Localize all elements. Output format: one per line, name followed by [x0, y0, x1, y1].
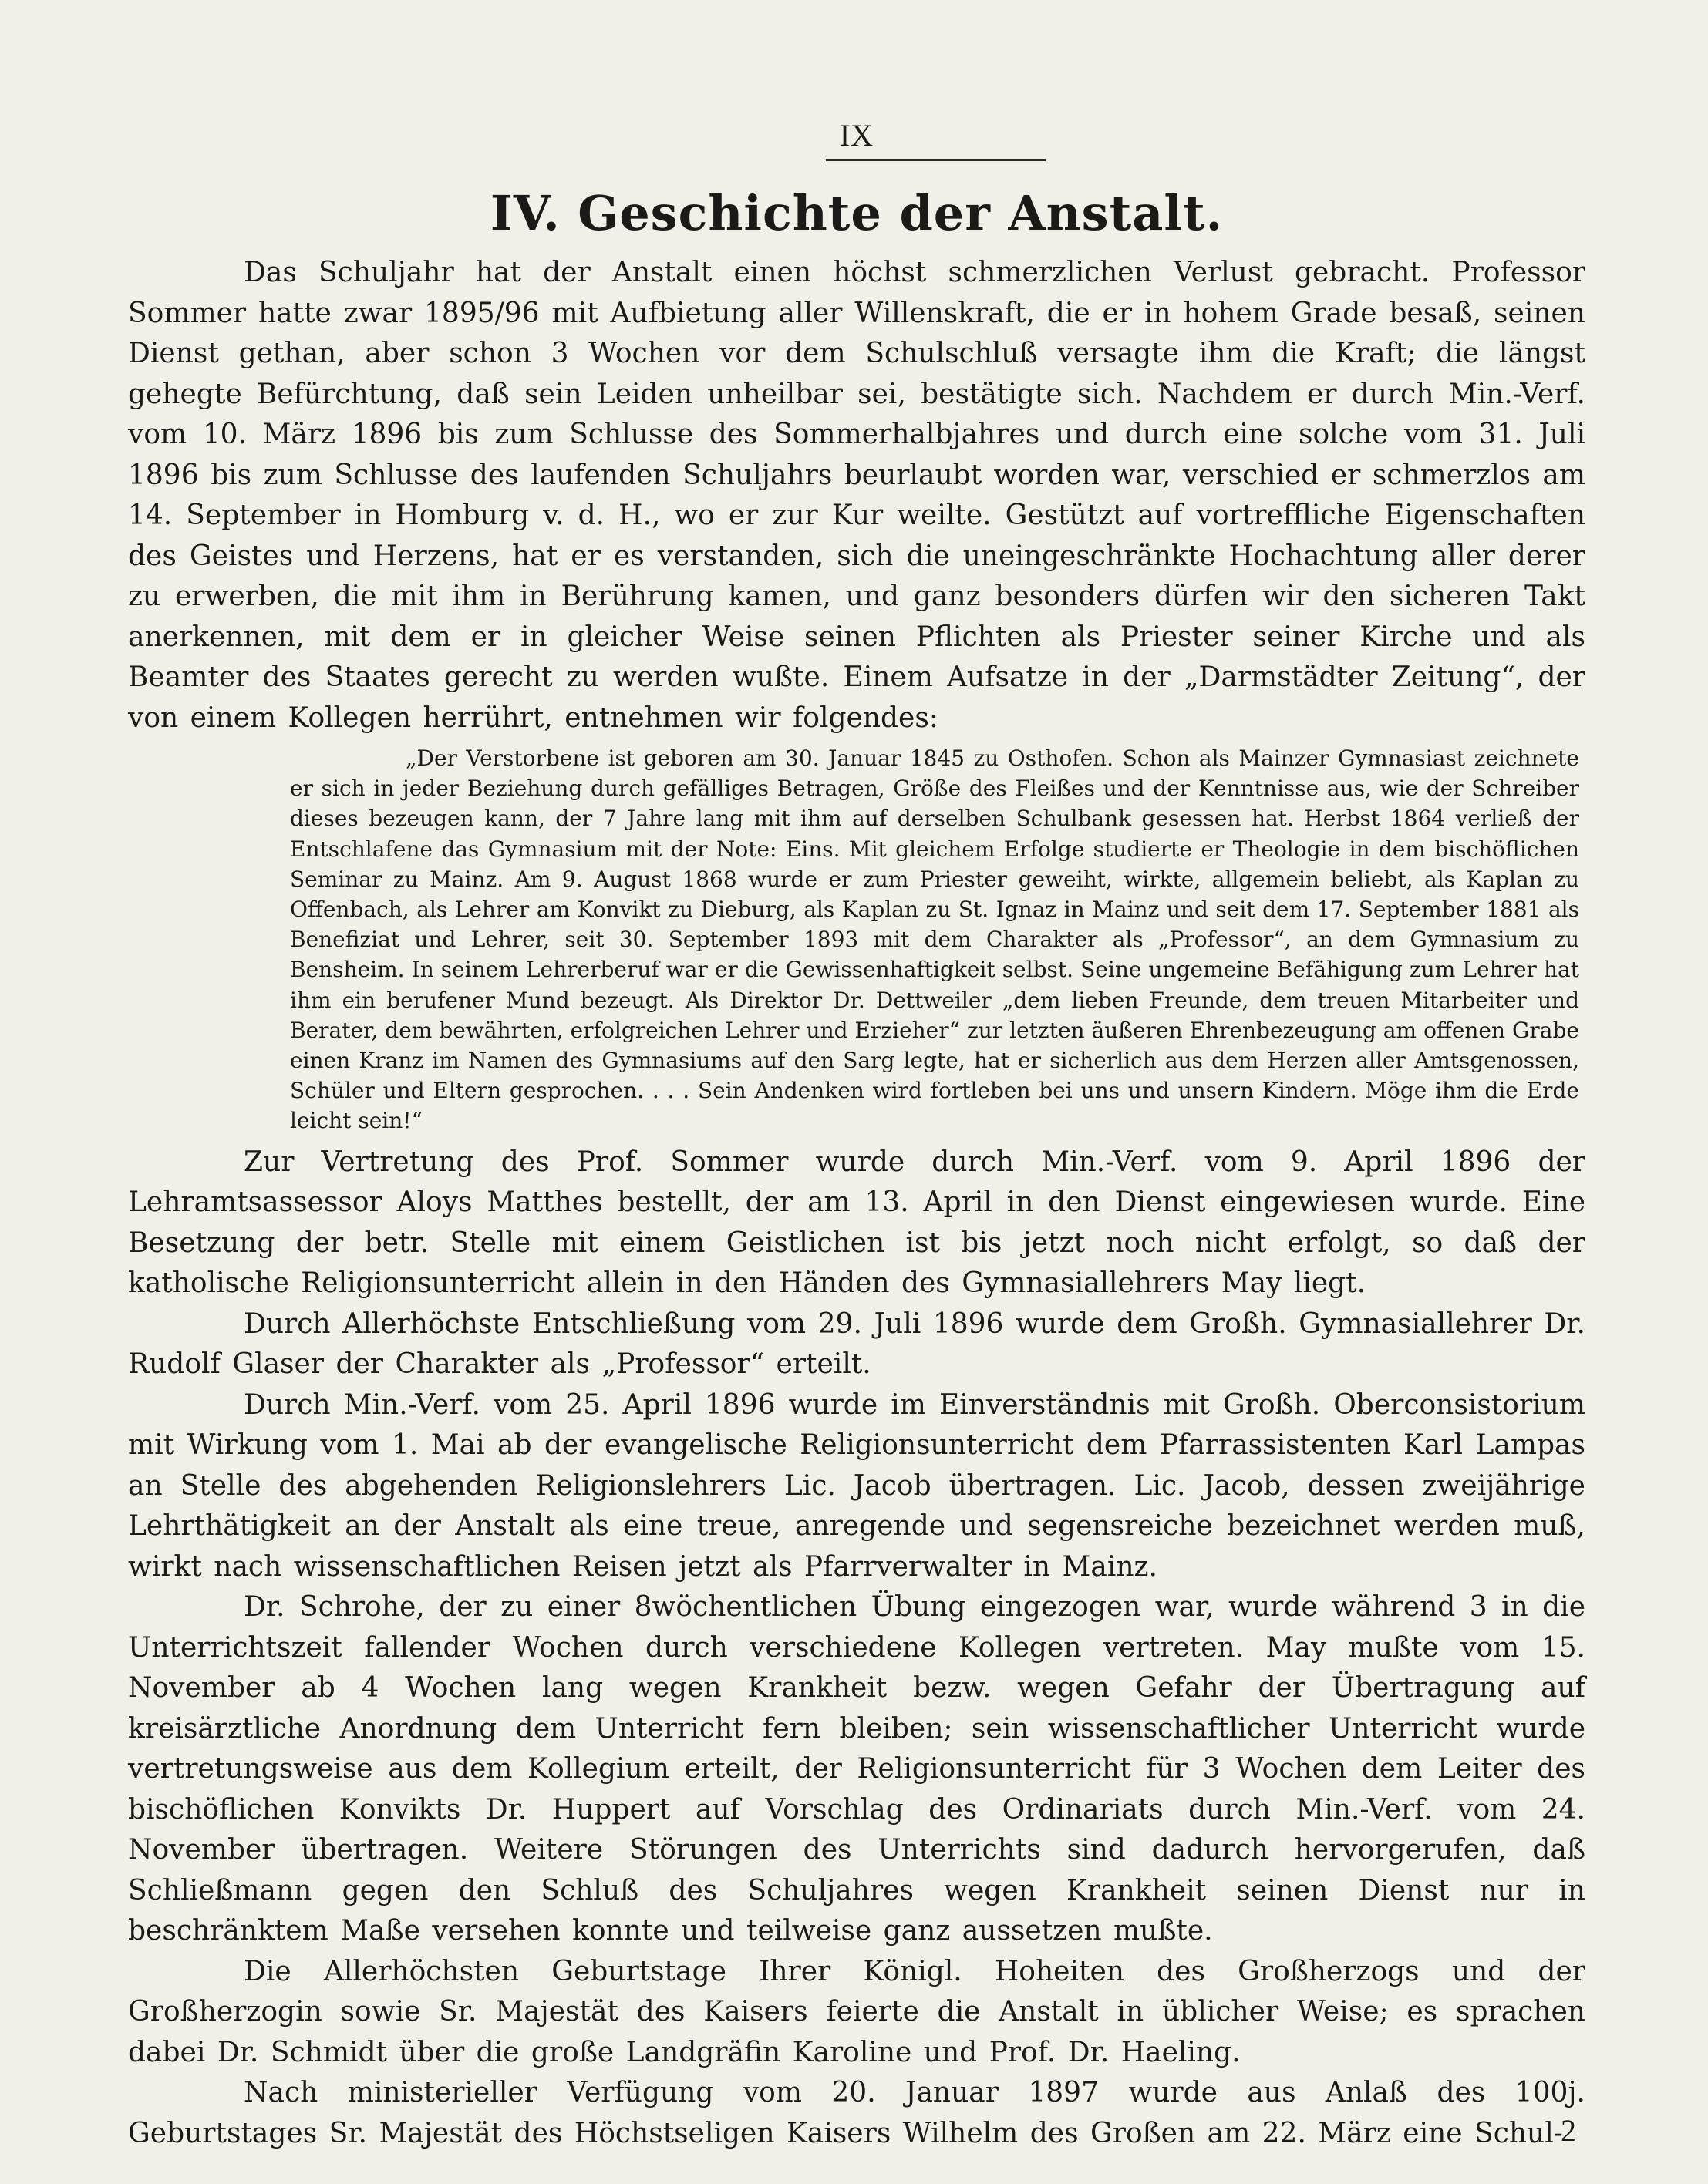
paragraph-birthdays: Die Allerhöchsten Geburtstage Ihrer Königl. Hoheiten des Großherzogs und der Großherzogin sowie Sr. Majestät des Kaisers feierte die Anstalt in üblicher Weise; es sprachen dabei Dr. Schmidt über die große Landgräfin Karoline und Prof. Dr. Haeling. — [128, 1955, 1585, 2068]
body-text — [128, 253, 1585, 2154]
paragraph-religion-teaching: Durch Min.-Verf. vom 25. April 1896 wurde im Einverständnis mit Großh. Oberconsistorium mit Wirkung vom 1. Mai ab der evangelische Religionsunterricht dem Pfarrassistenten Karl Lampas an Stelle des abgehenden Religionslehrers Lic. Jacob übertragen. Lic. Jacob, dessen zweijährige Lehrthätigkeit an der Anstalt als eine treue, anregende und segensreiche bezeichnet werden muß, wirkt nach wissenschaftlichen Reisen jetzt als Pfarrverwalter in Mainz. — [128, 1388, 1585, 1583]
paragraph-substitution: Zur Vertretung des Prof. Sommer wurde durch Min.-Verf. vom 9. April 1896 der Lehramtsassessor Aloys Matthes bestellt, der am 13. April in den Dienst eingewiesen wurde. Eine Besetzung der betr. Stelle mit einem Geistlichen ist bis jetzt noch nicht erfolgt, so daß der katholische Religionsunterricht allein in den Händen des Gymnasiallehrers May liegt. — [128, 1146, 1585, 1300]
paragraph-absences: Dr. Schrohe, der zu einer 8wöchentlichen Übung eingezogen war, wurde während 3 in die Unterrichtszeit fallender Wochen durch verschiedene Kollegen vertreten. May mußte vom 15. November ab 4 Wochen lang wegen Krankheit bezw. wegen Gefahr der Übertragung auf kreisärztliche Anordnung dem Unterricht fern bleiben; sein wissenschaftlicher Unterricht wurde vertretungsweise aus dem Kollegium erteilt, der Religionsunterricht für 3 Wochen dem Leiter des bischöflichen Konvikts Dr. Huppert auf Vorschlag des Ordinariats durch Min.-Verf. vom 24. November übertragen. Weitere Störungen des Unterrichts sind dadurch hervorgerufen, daß Schließmann gegen den Schluß des Schuljahres wegen Krankheit seinen Dienst nur in beschränktem Maße versehen konnte und teilweise ganz aussetzen mußte. — [128, 1591, 1585, 1947]
paragraph-professor-title: Durch Allerhöchste Entschließung vom 29. Juli 1896 wurde dem Großh. Gymnasiallehrer Dr. Rudolf Glaser der Charakter als „Professor“ erteilt. — [128, 1307, 1585, 1381]
page-number-top: IX — [839, 118, 874, 153]
chapter-title: IV. Geschichte der Anstalt. — [490, 185, 1224, 241]
document-page — [128, 108, 1585, 2149]
quoted-obituary: „Der Verstorbene ist geboren am 30. Januar 1845 zu Osthofen. Schon als Mainzer Gymnasiast zeichnete er sich in jeder Beziehung durch gefälliges Betragen, Größe des Fleißes und der Kenntnisse aus, wie der Schreiber dieses bezeugen kann, der 7 Jahre lang mit ihm auf derselben Schulbank gesessen hat. Herbst 1864 verließ der Entschlafene das Gymnasium mit der Note: Eins. Mit gleichem Erfolge studierte er Theologie in dem bischöflichen Seminar zu Mainz. Am 9. August 1868 wurde er zum Priester geweiht, wirkte, allgemein beliebt, als Kaplan zu Offenbach, als Lehrer am Konvikt zu Dieburg, als Kaplan zu St. Ignaz in Mainz und seit dem 17. September 1881 als Benefiziat und Lehrer, seit 30. September 1893 mit dem Charakter als „Professor“, an dem Gymnasium zu Bensheim. In seinem Lehrerberuf war er die Gewissenhaftigkeit selbst. Seine ungemeine Befähigung zum Lehrer hat ihm ein berufener Mund bezeugt. Als Direktor Dr. Dettweiler „dem lieben Freunde, dem treuen Mitarbeiter und Berater, dem bewährten, erfolgreichen Lehrer und Erzieher“ zur letzten äußeren Ehrenbezeugung am offenen Grabe einen Kranz im Namen des Gymnasiums auf den Sarg legte, hat er sicherlich aus dem Herzen aller Amtsgenossen, Schüler und Eltern gesprochen. . . . Sein Andenken wird fortleben bei uns und unsern Kindern. Möge ihm die Erde leicht sein!“ — [290, 745, 1579, 1134]
header-rule — [826, 159, 1046, 161]
paragraph-obituary-intro: Das Schuljahr hat der Anstalt einen höchst schmerzlichen Verlust gebracht. Professor Sommer hatte zwar 1895/96 mit Aufbietung aller Willenskraft, die er in hohem Grade besaß, seinen Dienst gethan, aber schon 3 Wochen vor dem Schulschluß versagte ihm die Kraft; die längst gehegte Befürchtung, daß sein Leiden unheilbar sei, bestätigte sich. Nachdem er durch Min.-Verf. vom 10. März 1896 bis zum Schlusse des Sommerhalbjahres und durch eine solche vom 31. Juli 1896 bis zum Schlusse des laufenden Schuljahrs beurlaubt worden war, verschied er schmerzlos am 14. September in Homburg v. d. H., wo er zur Kur weilte. Gestützt auf vortreffliche Eigenschaften des Geistes und Herzens, hat er es verstanden, sich die uneingeschränkte Hochachtung aller derer zu erwerben, die mit ihm in Berührung kamen, und ganz besonders dürfen wir den sicheren Takt anerkennen, mit dem er in gleicher Weise seinen Pflichten als Priester seiner Kirche und als Beamter des Staates gerecht zu werden wußte. Einem Aufsatze in der „Darmstädter Zeitung“, der von einem Kollegen herrührt, entnehmen wir folgendes: — [128, 257, 1585, 734]
paragraph-centenary: Nach ministerieller Verfügung vom 20. Januar 1897 wurde aus Anlaß des 100j. Geburtstages Sr. Majestät des Höchstseligen Kaisers Wilhelm des Großen am 22. März eine Schul- — [128, 2077, 1585, 2149]
page-number-bottom: 2 — [1561, 2113, 1576, 2148]
